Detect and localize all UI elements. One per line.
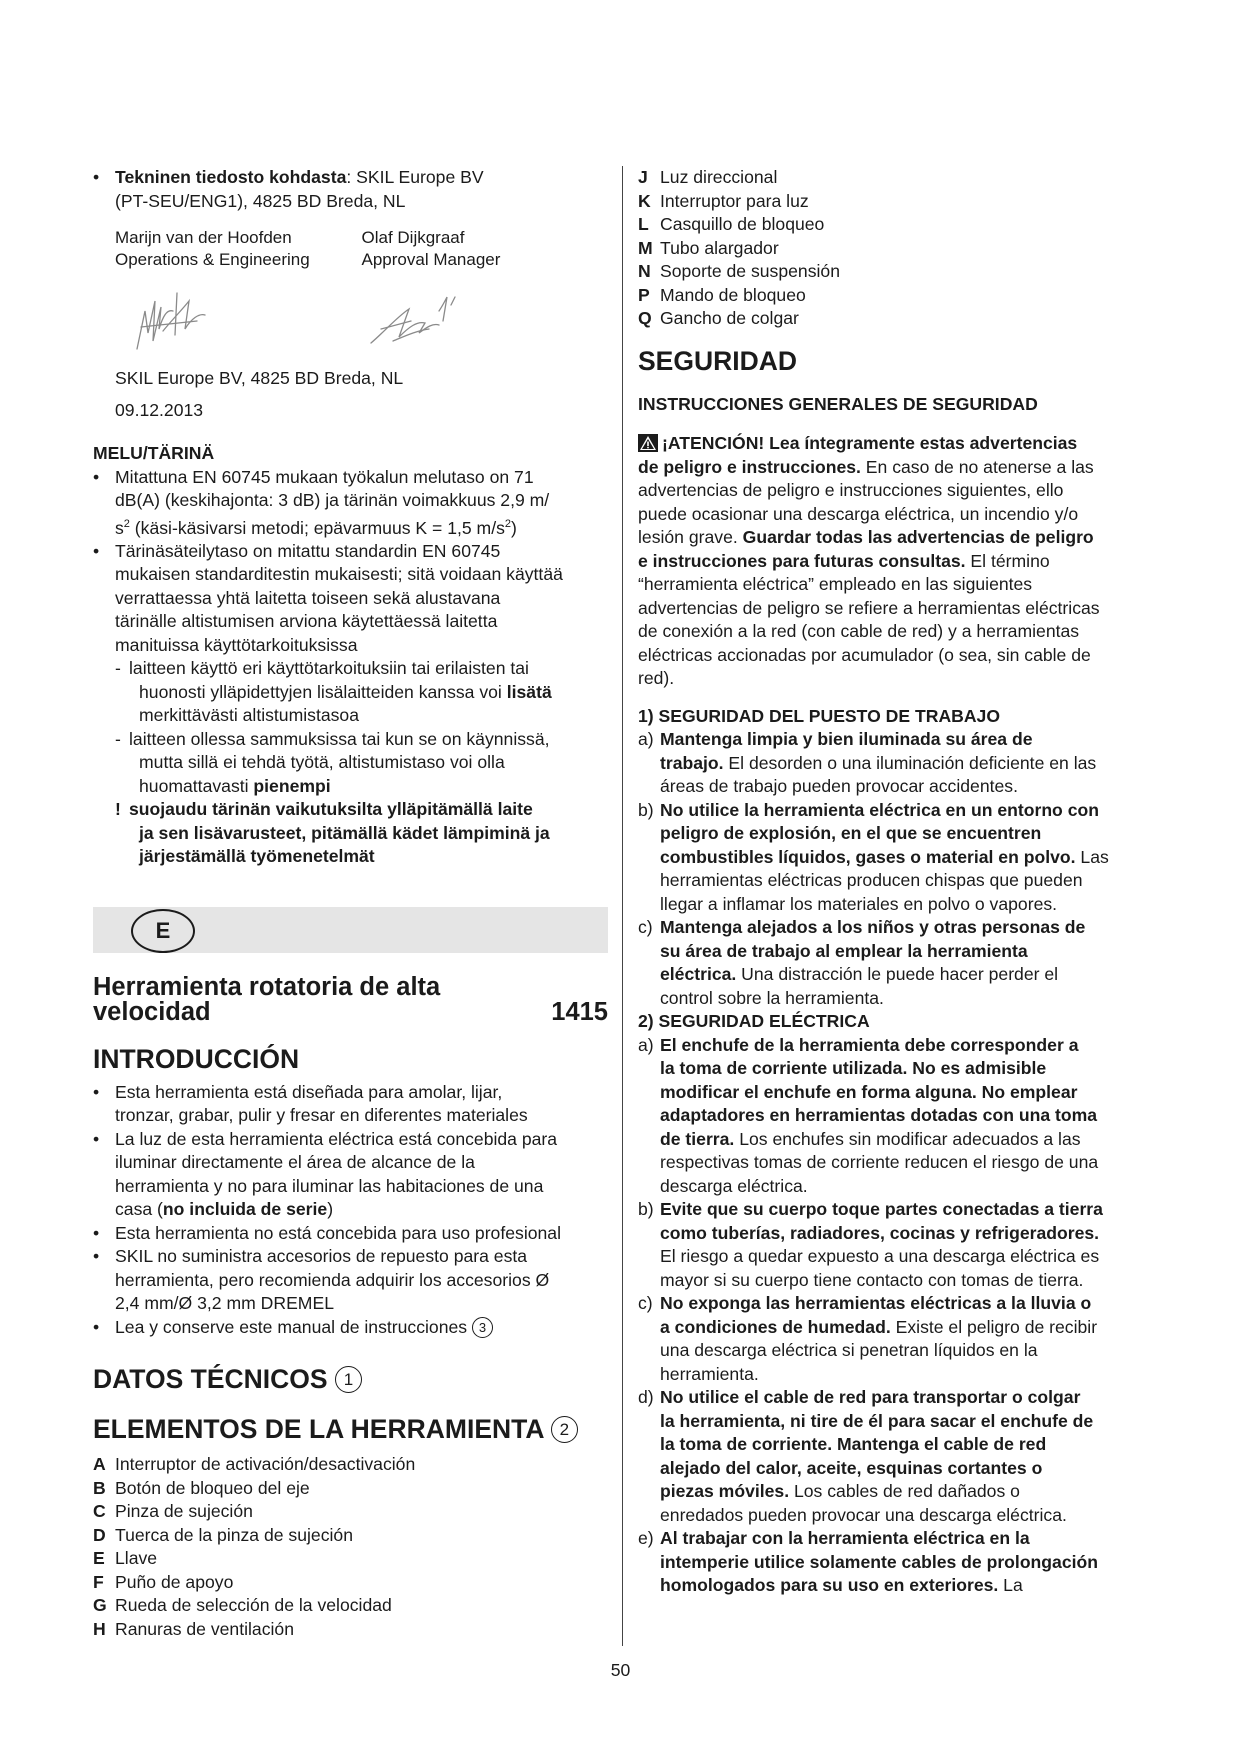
element-item bbox=[638, 213, 1153, 237]
safety-heading: SEGURIDAD bbox=[638, 345, 798, 376]
signatures bbox=[93, 271, 608, 359]
intro-bullet-1 bbox=[93, 1081, 608, 1128]
element-key: E bbox=[93, 1548, 105, 1569]
tech-file-text: : SKIL Europe BV bbox=[346, 167, 484, 187]
line: järjestämällä työmenetelmät bbox=[139, 846, 375, 867]
safety-item bbox=[638, 728, 1153, 799]
element-text: Soporte de suspensión bbox=[660, 261, 840, 281]
emphasis: No utilice el cable de red para transportar o colgar bbox=[660, 1387, 1081, 1407]
emphasis: la toma de corriente. Mantenga el cable de red bbox=[660, 1434, 1047, 1454]
intro-bullet-2 bbox=[93, 1128, 608, 1222]
language-bar bbox=[93, 907, 608, 953]
emphasis: adaptadores en herramientas dotadas con una toma bbox=[660, 1105, 1098, 1125]
elements-heading bbox=[93, 1413, 608, 1445]
line: advertencias de peligro se refiere a herramientas eléctricas bbox=[638, 597, 1100, 618]
line: • Tärinäsäteilytaso on mitattu standardin EN 60745 bbox=[115, 540, 501, 561]
noise-recommendation bbox=[93, 798, 608, 869]
line: El término bbox=[965, 550, 1050, 571]
dash-marker: - bbox=[115, 658, 121, 679]
emphasis: No utilice la herramienta eléctrica en un entorno con bbox=[660, 799, 1099, 820]
item-marker: c) bbox=[638, 917, 653, 937]
element-text: Llave bbox=[115, 1548, 158, 1569]
signatory-1 bbox=[115, 227, 362, 271]
emphasis: modificar el enchufe en forma alguna. No emplear bbox=[660, 1081, 1078, 1102]
element-key: H bbox=[93, 1618, 106, 1639]
element-key: N bbox=[638, 261, 651, 281]
line: (käsi-käsivarsi metodi; epävarmuus K = 1,5 m/s bbox=[129, 517, 505, 538]
emphasis: de peligro e instrucciones. bbox=[638, 456, 861, 477]
signature-images bbox=[93, 271, 608, 359]
workplace-safety-heading: 1) SEGURIDAD DEL PUESTO DE TRABAJO bbox=[638, 705, 1001, 726]
line: iluminar directamente el área de alcance de la bbox=[115, 1152, 475, 1173]
emphasis: alejado del calor, aceite, esquinas cortantes o bbox=[660, 1457, 1043, 1478]
intro-heading: INTRODUCCIÓN bbox=[93, 1043, 300, 1074]
superscript: 2 bbox=[123, 517, 130, 530]
element-key: A bbox=[93, 1454, 106, 1475]
item-marker: b) bbox=[638, 1199, 654, 1219]
line: • Esta herramienta está diseñada para amolar, lijar, bbox=[115, 1081, 503, 1102]
noise-heading: MELU/TÄRINÄ bbox=[93, 443, 215, 463]
line: ) bbox=[327, 1199, 334, 1220]
element-key: B bbox=[93, 1477, 106, 1498]
line: • La luz de esta herramienta eléctrica está concebida para bbox=[115, 1128, 558, 1149]
line: laitteen ollessa sammuksissa tai kun se on käynnissä, bbox=[129, 728, 550, 749]
line: herramienta. bbox=[660, 1363, 759, 1384]
element-key: F bbox=[93, 1571, 104, 1592]
emphasis: de tierra. bbox=[660, 1128, 735, 1149]
line: casa ( bbox=[115, 1199, 163, 1220]
general-safety-heading: INSTRUCCIONES GENERALES DE SEGURIDAD bbox=[638, 393, 1038, 414]
element-text: Interruptor de activación/desactivación bbox=[115, 1454, 416, 1475]
line: Una distracción le puede hacer perder el bbox=[736, 964, 1059, 984]
line: laitteen käyttö eri käyttötarkoituksiin tai erilaisten tai bbox=[129, 658, 529, 679]
element-item bbox=[93, 1594, 608, 1618]
tech-file-label: Tekninen tiedosto kohdasta bbox=[115, 167, 347, 187]
noise-dash-1 bbox=[93, 657, 608, 728]
signatory-2 bbox=[362, 227, 609, 271]
element-key: K bbox=[638, 190, 651, 211]
line: mutta sillä ei tehdä työtä, altistumistaso voi olla bbox=[139, 752, 505, 773]
line: enredados pueden provocar una descarga eléctrica. bbox=[660, 1504, 1067, 1525]
line: La bbox=[998, 1575, 1023, 1595]
figure-ref-badge: 2 bbox=[551, 1416, 578, 1443]
superscript: 2 bbox=[504, 517, 512, 530]
element-item bbox=[93, 1571, 608, 1595]
figure-ref-badge: 3 bbox=[472, 1317, 493, 1338]
warning-triangle-icon bbox=[638, 434, 658, 452]
emphasis: como tuberías, radiadores, cocinas y refrigeradores. bbox=[660, 1222, 1100, 1243]
element-item bbox=[93, 1618, 608, 1642]
element-text: Pinza de sujeción bbox=[115, 1501, 253, 1522]
line: Lea y conserve este manual de instrucciones bbox=[115, 1316, 468, 1337]
element-text: Ranuras de ventilación bbox=[115, 1618, 294, 1639]
signatory-role: Operations & Engineering bbox=[115, 250, 310, 269]
line: lesión grave. bbox=[638, 527, 743, 547]
element-text: Mando de bloqueo bbox=[660, 284, 806, 305]
noise-bullet-1 bbox=[93, 466, 608, 540]
line: ja sen lisävarusteet, pitämällä kädet lämpiminä ja bbox=[139, 822, 550, 843]
element-key: P bbox=[638, 284, 650, 305]
emphasis: Guardar todas las advertencias de peligro bbox=[742, 527, 1094, 547]
line: herramienta, pero recomienda adquirir los accesorios Ø bbox=[115, 1269, 550, 1290]
emphasis: piezas móviles. bbox=[660, 1481, 790, 1501]
safety-item bbox=[638, 1527, 1153, 1598]
signatory-role: Approval Manager bbox=[361, 250, 501, 269]
emphasis: eléctrica. bbox=[660, 964, 737, 984]
signatories bbox=[93, 227, 608, 271]
product-title-line1: Herramienta rotatoria de alta bbox=[93, 972, 441, 1001]
emphasis: su área de trabajo al emplear la herramienta bbox=[660, 940, 1028, 961]
exclamation-marker: ! bbox=[115, 799, 121, 820]
element-item bbox=[638, 260, 1153, 284]
element-item bbox=[93, 1547, 608, 1571]
emphasis: la herramienta, ni tire de él para sacar el enchufe de bbox=[660, 1410, 1094, 1431]
element-item bbox=[93, 1524, 608, 1548]
line: tärinälle altistumisen arviona käytettäessä laitetta bbox=[115, 611, 498, 632]
element-text: Casquillo de bloqueo bbox=[660, 214, 825, 234]
element-text: Gancho de colgar bbox=[660, 308, 799, 328]
right-column bbox=[638, 166, 1153, 1598]
column-divider bbox=[622, 166, 623, 1646]
element-key: J bbox=[638, 167, 648, 187]
line: Mitattuna EN 60745 mukaan työkalun melutaso on 71 bbox=[115, 466, 534, 487]
line: huomattavasti bbox=[139, 775, 254, 796]
item-marker: e) bbox=[638, 1528, 654, 1548]
line: de conexión a la red (con cable de red) y a herramientas bbox=[638, 621, 1080, 641]
noise-dash-2 bbox=[93, 728, 608, 799]
figure-ref-badge: 1 bbox=[335, 1366, 362, 1393]
intro-bullet-3: • Esta herramienta no está concebida para uso profesional bbox=[93, 1222, 608, 1246]
intro-bullet-4 bbox=[93, 1245, 608, 1316]
element-item bbox=[638, 284, 1153, 308]
line: Las bbox=[1075, 846, 1109, 867]
element-text: Puño de apoyo bbox=[115, 1571, 234, 1592]
emphasis: Mantenga limpia y bien iluminada su área de bbox=[660, 729, 1033, 749]
signature-hoofden bbox=[137, 293, 205, 349]
line: red). bbox=[638, 668, 675, 688]
element-key: M bbox=[638, 237, 653, 258]
emphasis: la toma de corriente utilizada. No es admisible bbox=[660, 1058, 1047, 1078]
element-text: Rueda de selección de la velocidad bbox=[115, 1595, 392, 1616]
element-key: Q bbox=[638, 308, 652, 328]
line: • SKIL no suministra accesorios de repuesto para esta bbox=[115, 1246, 528, 1267]
emphasis: No exponga las herramientas eléctricas a la lluvia o bbox=[660, 1293, 1092, 1313]
company-address: SKIL Europe BV, 4825 BD Breda, NL bbox=[115, 368, 404, 388]
element-text: Tuerca de la pinza de sujeción bbox=[115, 1524, 353, 1545]
item-marker: c) bbox=[638, 1293, 653, 1313]
line: suojaudu tärinän vaikutuksilta ylläpitämällä laite bbox=[129, 799, 533, 820]
line: El desorden o una iluminación deficiente en las bbox=[723, 752, 1097, 773]
element-item bbox=[638, 190, 1153, 214]
line: herramientas eléctricas producen chispas que pueden bbox=[660, 870, 1083, 890]
safety-item bbox=[638, 1034, 1153, 1199]
intro-bullet-5 bbox=[93, 1316, 608, 1340]
line: una descarga eléctrica si penetran líquidos en la bbox=[660, 1340, 1038, 1360]
line: control sobre la herramienta. bbox=[660, 987, 884, 1008]
emphasis: pienempi bbox=[253, 775, 331, 796]
line: llegar a inflamar los materiales en polvo o vapores. bbox=[660, 893, 1058, 914]
emphasis: Mantenga alejados a los niños y otras personas de bbox=[660, 917, 1086, 937]
element-key: G bbox=[93, 1595, 107, 1616]
line: puede ocasionar una descarga eléctrica, un incendio y/o bbox=[638, 503, 1079, 524]
noise-bullet-2 bbox=[93, 540, 608, 658]
tech-file-bullet bbox=[93, 166, 608, 213]
line: ) bbox=[511, 517, 517, 538]
line: advertencias de peligro e instrucciones siguientes, ello bbox=[638, 480, 1064, 500]
emphasis: intemperie utilice solamente cables de prolongación bbox=[660, 1551, 1099, 1572]
line: “herramienta eléctrica” empleado en las siguientes bbox=[638, 574, 1033, 594]
line: manituissa käyttötarkoituksissa bbox=[115, 634, 358, 655]
line: respectivas tomas de corriente reducen el riesgo de una bbox=[660, 1152, 1099, 1172]
line: tronzar, grabar, pulir y fresar en diferentes materiales bbox=[115, 1105, 528, 1126]
emphasis: a condiciones de humedad. bbox=[660, 1316, 891, 1337]
element-item bbox=[638, 307, 1153, 331]
tech-data-heading bbox=[93, 1363, 608, 1395]
safety-item bbox=[638, 1198, 1153, 1292]
emphasis: peligro de explosión, en el que se encuentren bbox=[660, 823, 1042, 843]
warning-title: ¡ATENCIÓN! Lea íntegramente estas advertencias bbox=[662, 433, 1078, 453]
element-item bbox=[638, 166, 1153, 190]
safety-item bbox=[638, 1292, 1153, 1386]
product-title-line2: velocidad bbox=[93, 997, 211, 1026]
signatory-name: Marijn van der Hoofden bbox=[115, 228, 292, 247]
element-key: C bbox=[93, 1501, 106, 1522]
declaration-date: 09.12.2013 bbox=[115, 399, 204, 420]
element-key: D bbox=[93, 1524, 106, 1545]
product-model: 1415 bbox=[551, 997, 608, 1026]
emphasis: combustibles líquidos, gases o material en polvo. bbox=[660, 846, 1076, 867]
signature-dijkgraaf bbox=[371, 297, 455, 343]
element-text: Tubo alargador bbox=[660, 237, 779, 258]
item-marker: d) bbox=[638, 1387, 654, 1407]
line: En caso de no atenerse a las bbox=[860, 456, 1094, 477]
line: Existe el peligro de recibir bbox=[890, 1316, 1098, 1337]
element-text: Interruptor para luz bbox=[660, 190, 809, 211]
line: áreas de trabajo pueden provocar accidentes. bbox=[660, 776, 1018, 796]
emphasis: Al trabajar con la herramienta eléctrica en la bbox=[660, 1528, 1030, 1548]
warning-paragraph bbox=[638, 432, 1153, 691]
safety-item bbox=[638, 916, 1153, 1010]
tech-file-line2: (PT-SEU/ENG1), 4825 BD Breda, NL bbox=[115, 190, 406, 211]
line: s bbox=[115, 517, 124, 538]
line: mukaisen standarditestin mukaisesti; sitä voidaan käyttää bbox=[115, 564, 563, 585]
left-column bbox=[93, 166, 608, 1641]
emphasis: Evite que su cuerpo toque partes conectadas a tierra bbox=[660, 1199, 1103, 1219]
product-title bbox=[93, 972, 608, 1026]
element-item bbox=[93, 1477, 608, 1501]
electrical-safety-heading: 2) SEGURIDAD ELÉCTRICA bbox=[638, 1011, 870, 1031]
emphasis: trabajo. bbox=[660, 752, 724, 773]
element-item bbox=[638, 237, 1153, 261]
tech-data-heading-text: DATOS TÉCNICOS bbox=[93, 1364, 328, 1395]
emphasis: no incluida de serie bbox=[162, 1199, 328, 1220]
line: mayor si su cuerpo tiene contacto con tomas de tierra. bbox=[660, 1269, 1084, 1290]
item-marker: a) bbox=[638, 1034, 654, 1055]
line: verrattaessa yhtä laitetta toiseen sekä alustavana bbox=[115, 587, 501, 608]
item-marker: a) bbox=[638, 729, 654, 749]
safety-item bbox=[638, 1386, 1153, 1527]
element-key: L bbox=[638, 214, 649, 234]
line: dB(A) (keskihajonta: 3 dB) ja tärinän voimakkuus 2,9 m/ bbox=[115, 490, 550, 510]
element-text: Botón de bloqueo del eje bbox=[115, 1477, 310, 1498]
emphasis: El enchufe de la herramienta debe corresponder a bbox=[660, 1034, 1079, 1055]
safety-item bbox=[638, 799, 1153, 917]
line: merkittävästi altistumistasoa bbox=[139, 705, 359, 726]
line: Los cables de red dañados o bbox=[789, 1481, 1020, 1501]
page-number: 50 bbox=[610, 1660, 631, 1680]
line: El riesgo a quedar expuesto a una descarga eléctrica es bbox=[660, 1246, 1100, 1266]
emphasis: lisätä bbox=[506, 681, 552, 702]
language-code-badge: E bbox=[131, 909, 195, 953]
line: huonosti ylläpidettyjen lisälaitteiden kanssa voi bbox=[139, 681, 507, 702]
line: 2,4 mm/Ø 3,2 mm DREMEL bbox=[115, 1293, 334, 1314]
line: Los enchufes sin modificar adecuados a las bbox=[734, 1128, 1081, 1149]
elements-heading-text: ELEMENTOS DE LA HERRAMIENTA bbox=[93, 1414, 544, 1445]
element-item bbox=[93, 1500, 608, 1524]
line: eléctricas accionadas por acumulador (o sea, sin cable de bbox=[638, 644, 1091, 665]
item-marker: b) bbox=[638, 799, 654, 820]
dash-marker: - bbox=[115, 728, 121, 749]
line: herramienta y no para iluminar las habitaciones de una bbox=[115, 1175, 544, 1196]
emphasis: homologados para su uso en exteriores. bbox=[660, 1575, 999, 1595]
emphasis: e instrucciones para futuras consultas. bbox=[638, 550, 966, 571]
element-item bbox=[93, 1453, 608, 1477]
signatory-name: Olaf Dijkgraaf bbox=[361, 228, 465, 247]
element-text: Luz direccional bbox=[660, 167, 778, 187]
line: descarga eléctrica. bbox=[660, 1175, 808, 1196]
